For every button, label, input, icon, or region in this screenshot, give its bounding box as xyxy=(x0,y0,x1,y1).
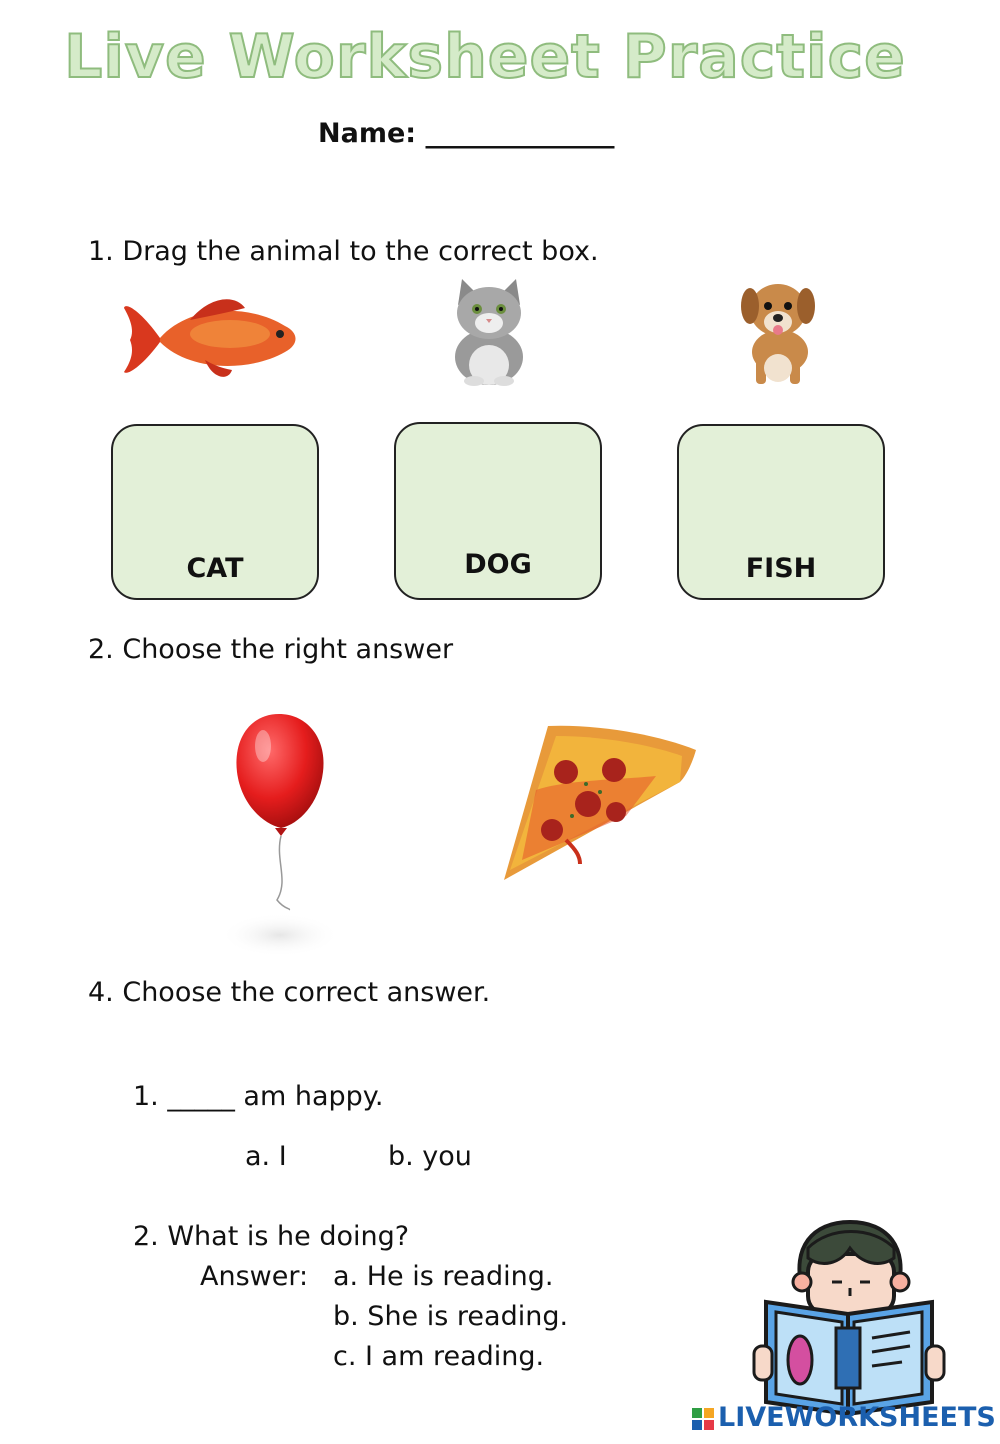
balloon-image[interactable] xyxy=(205,710,355,960)
q2-answer-label: Answer: xyxy=(200,1261,309,1292)
section1-instruction: 1. Drag the animal to the correct box. xyxy=(88,236,599,267)
section4-instruction: 4. Choose the correct answer. xyxy=(88,977,491,1008)
liveworksheets-logo-text: LIVEWORKSHEETS xyxy=(718,1402,996,1433)
pizza-slice-image[interactable] xyxy=(496,720,700,886)
worksheet-title: Live Worksheet Practice xyxy=(64,22,906,92)
section2-instruction: 2. Choose the right answer xyxy=(88,634,454,665)
boy-reading-illustration xyxy=(752,1218,947,1418)
drop-box-fish[interactable] xyxy=(677,424,885,600)
dog-image[interactable] xyxy=(738,276,820,388)
q2-option-a[interactable]: a. He is reading. xyxy=(333,1261,554,1292)
liveworksheets-logo-icon xyxy=(692,1408,714,1432)
liveworksheets-logo xyxy=(692,1402,996,1438)
q1-text: 1. _____ am happy. xyxy=(133,1081,384,1112)
drop-box-dog[interactable] xyxy=(394,422,602,600)
q2-text: 2. What is he doing? xyxy=(133,1221,410,1252)
q1-option-b[interactable]: b. you xyxy=(388,1141,472,1172)
q1-option-a[interactable]: a. I xyxy=(245,1141,287,1172)
name-field-label: Name: ______________ xyxy=(318,118,615,149)
drop-box-label: CAT xyxy=(186,553,244,584)
drop-box-label: FISH xyxy=(745,553,817,584)
cat-image[interactable] xyxy=(446,275,532,387)
drop-box-label: DOG xyxy=(464,549,532,580)
fish-image[interactable] xyxy=(120,290,305,386)
q2-option-c[interactable]: c. I am reading. xyxy=(333,1341,545,1372)
q2-option-b[interactable]: b. She is reading. xyxy=(333,1301,569,1332)
drop-box-cat[interactable] xyxy=(111,424,319,600)
